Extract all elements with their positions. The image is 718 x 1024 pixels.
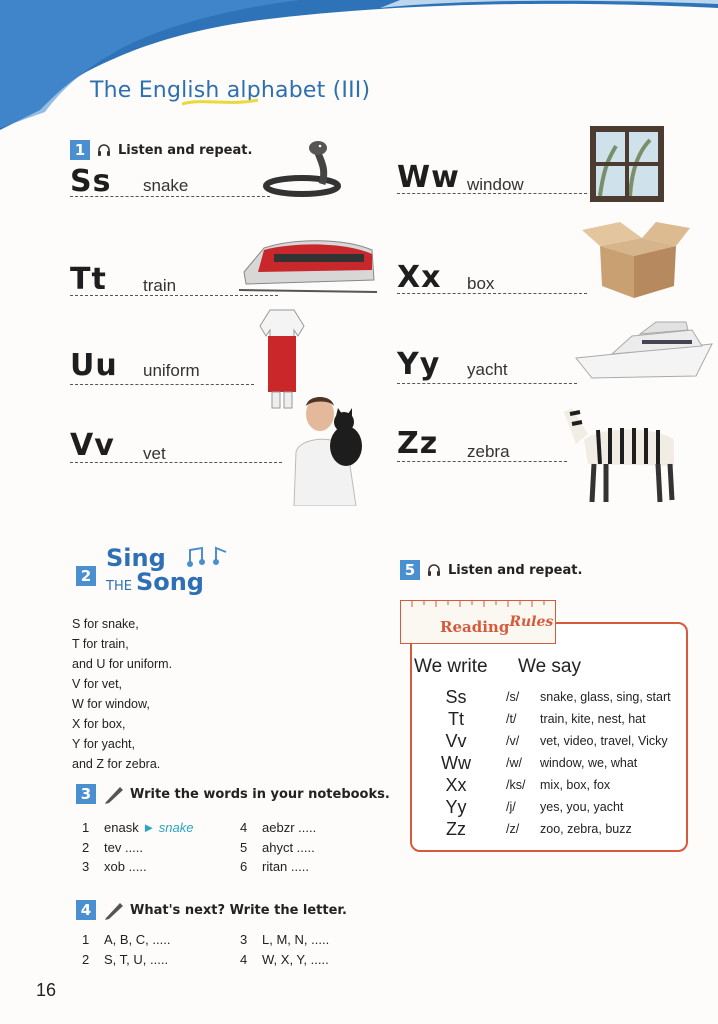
song-lyrics <box>72 614 172 774</box>
item-number: 2 <box>82 839 90 855</box>
list-item <box>240 950 329 970</box>
window-picture <box>590 126 664 202</box>
ex3-number: 3 <box>76 784 96 804</box>
list-item <box>82 950 170 970</box>
letter-zz: Zz <box>397 426 439 461</box>
item-text: ahyct ..... <box>262 839 315 855</box>
rule-sound: /s/ <box>506 690 520 704</box>
dash-line <box>70 196 270 197</box>
letter-yy: Yy <box>397 347 441 382</box>
zebra-picture <box>558 400 684 506</box>
rule-letters: Xx <box>445 775 467 795</box>
item-number: 3 <box>82 859 90 875</box>
letter-tt: Tt <box>70 262 107 297</box>
rule-row <box>406 753 637 774</box>
rule-letters: Ww <box>441 753 471 773</box>
ex3-list-left <box>82 818 194 877</box>
word-window: window <box>467 175 524 194</box>
label-rules: Rules <box>509 614 554 630</box>
headphones-icon <box>426 562 442 578</box>
word-uniform: uniform <box>143 361 200 380</box>
letter-uu: Uu <box>70 348 118 383</box>
vet-with-cat-picture <box>290 388 374 506</box>
list-item <box>240 930 329 950</box>
rule-sound: /ks/ <box>506 778 526 792</box>
letter-vv: Vv <box>70 428 115 463</box>
rule-row <box>406 797 623 818</box>
item-number: 1 <box>82 820 90 836</box>
item-number: 4 <box>240 951 248 967</box>
item-text: tev ..... <box>104 839 144 855</box>
lyric-line: S for snake, <box>72 617 139 631</box>
ex1-number: 1 <box>70 140 90 160</box>
list-item <box>240 838 316 858</box>
rule-sound: /z/ <box>506 822 520 836</box>
rule-sound: /j/ <box>506 800 516 814</box>
word-zebra: zebra <box>467 442 510 461</box>
item-text: enask <box>104 820 139 836</box>
item-number: 2 <box>82 951 90 967</box>
letter-ss: Ss <box>70 164 112 199</box>
ex3-heading <box>76 784 390 804</box>
rule-words: zoo, zebra, buzz <box>540 822 632 836</box>
music-notes-icon <box>186 544 240 568</box>
rule-words: vet, video, travel, Vicky <box>540 734 668 748</box>
snake-picture <box>262 138 352 198</box>
item-text: ritan ..... <box>262 859 309 875</box>
ruler-ticks <box>402 601 554 611</box>
rule-letters: Vv <box>445 731 467 751</box>
rule-row <box>406 819 632 840</box>
header-wave <box>0 0 718 130</box>
list-item <box>240 818 316 838</box>
word-train: train <box>143 276 177 295</box>
word-vet: vet <box>143 444 166 463</box>
lyric-line: V for vet, <box>72 677 123 691</box>
ex4-number: 4 <box>76 900 96 920</box>
ex4-list-left <box>82 930 170 969</box>
letter-xx: Xx <box>397 260 442 295</box>
dash-line <box>397 383 577 384</box>
list-item <box>82 818 194 838</box>
letter-ww: Ww <box>397 160 460 195</box>
box-picture <box>580 216 692 300</box>
ex2-number: 2 <box>76 566 96 586</box>
column-we-write: We write <box>414 656 488 677</box>
logo-song: Song <box>135 568 204 596</box>
train-picture <box>234 232 378 300</box>
rule-row <box>406 687 671 708</box>
lyric-line: X for box, <box>72 717 126 731</box>
rule-letters: Zz <box>446 819 466 839</box>
item-number: 4 <box>240 820 248 836</box>
dash-line <box>397 293 587 294</box>
page-title: The English alphabet (III) <box>90 78 371 103</box>
yacht-picture <box>572 318 718 384</box>
ex5-instruction: Listen and repeat. <box>448 562 583 578</box>
reading-rules-title <box>440 614 553 636</box>
pencil-icon <box>102 900 124 920</box>
rule-words: mix, box, fox <box>540 778 611 792</box>
rule-sound: /w/ <box>506 756 522 770</box>
ex3-list-right <box>240 818 316 877</box>
pencil-icon <box>102 784 124 804</box>
lyric-line: Y for yacht, <box>72 737 135 751</box>
page-number: 16 <box>36 980 57 1000</box>
lyric-line: and Z for zebra. <box>72 757 161 771</box>
lyric-line: and U for uniform. <box>72 657 173 671</box>
item-text: S, T, U, ..... <box>104 951 169 967</box>
ex5-number: 5 <box>400 560 420 580</box>
item-text: W, X, Y, ..... <box>262 951 329 967</box>
list-item <box>82 857 194 877</box>
ex4-instruction: What's next? Write the letter. <box>130 902 347 918</box>
rule-row <box>406 709 646 730</box>
item-text: xob ..... <box>104 859 147 875</box>
list-item <box>82 838 194 858</box>
column-we-say: We say <box>518 656 582 677</box>
dash-line <box>70 462 282 463</box>
logo-sing: Sing <box>106 544 166 572</box>
ex1-instruction: Listen and repeat. <box>118 142 253 158</box>
item-text: A, B, C, ..... <box>104 932 171 948</box>
rule-words: train, kite, nest, hat <box>540 712 646 726</box>
ex5-heading <box>400 560 582 580</box>
word-box: box <box>467 274 495 293</box>
ex3-instruction: Write the words in your notebooks. <box>130 786 390 802</box>
dash-line <box>397 461 567 462</box>
rule-letters: Yy <box>445 797 467 817</box>
word-snake: snake <box>143 176 189 195</box>
label-reading: Reading <box>440 618 510 636</box>
rule-letters: Ss <box>445 687 467 707</box>
ex1-heading <box>70 140 252 160</box>
rule-words: window, we, what <box>540 756 638 770</box>
item-text: aebzr ..... <box>262 820 317 836</box>
rule-row <box>406 731 668 752</box>
ex4-list-right <box>240 930 329 969</box>
rule-letters: Tt <box>448 709 464 729</box>
item-number: 5 <box>240 839 248 855</box>
item-number: 6 <box>240 859 248 875</box>
rule-words: snake, glass, sing, start <box>540 690 671 704</box>
ex4-heading <box>76 900 347 920</box>
rule-row <box>406 775 610 796</box>
lyric-line: W for window, <box>72 697 150 711</box>
title-underline <box>180 96 260 108</box>
logo-the: THE <box>106 579 132 594</box>
item-text: L, M, N, ..... <box>262 932 330 948</box>
item-number: 1 <box>82 932 90 948</box>
word-yacht: yacht <box>467 360 508 379</box>
list-item <box>240 857 316 877</box>
lyric-line: T for train, <box>72 637 129 651</box>
item-number: 3 <box>240 932 248 948</box>
dash-line <box>397 193 587 194</box>
rule-sound: /t/ <box>506 712 517 726</box>
rule-words: yes, you, yacht <box>540 800 624 814</box>
rule-sound: /v/ <box>506 734 520 748</box>
example-answer: ► snake <box>142 820 194 836</box>
dash-line <box>70 384 254 385</box>
list-item <box>82 930 170 950</box>
headphones-icon <box>96 142 112 158</box>
